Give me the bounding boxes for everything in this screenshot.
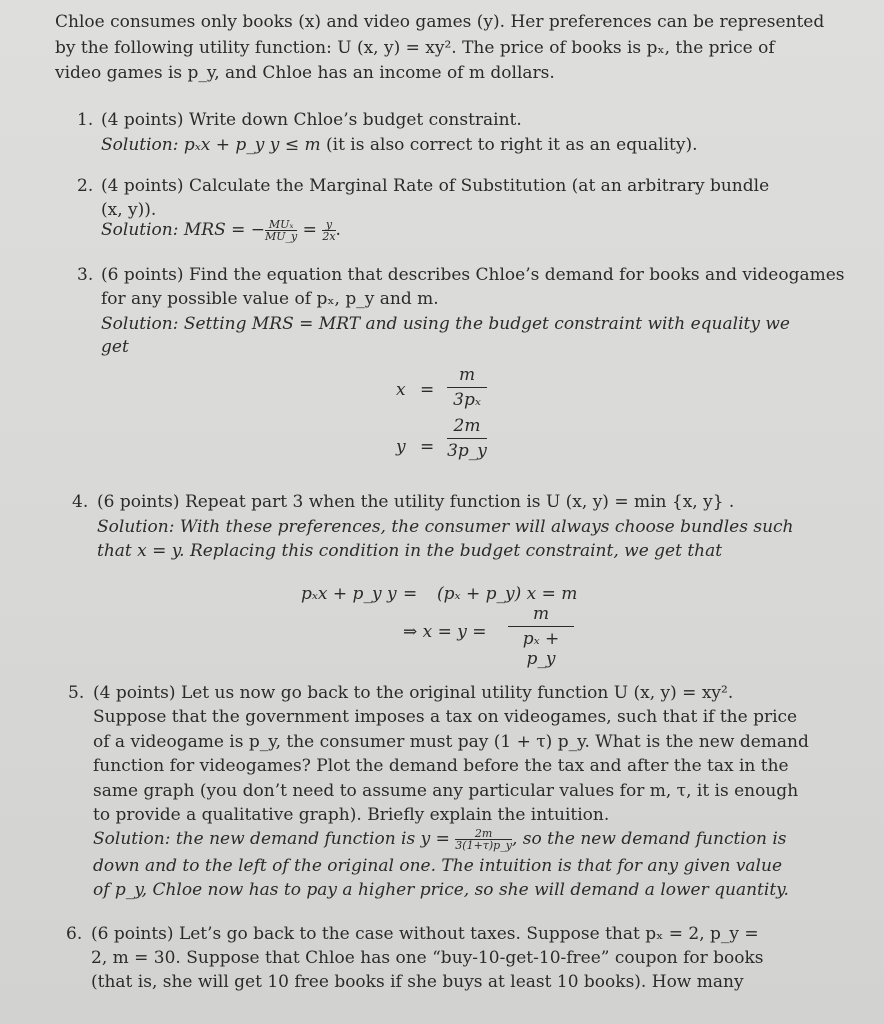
q4-eq1-rhs: (pₓ + p_y) x = m <box>437 584 578 604</box>
q3-x-eq: = <box>420 380 435 400</box>
q2-eq: = <box>302 220 317 240</box>
q5-solution-1 <box>93 827 786 851</box>
q6-number: 6. <box>66 924 83 944</box>
q5-fraction <box>455 828 512 851</box>
q2-text-1: (4 points) Calculate the Marginal Rate of Substitution (at an arbitrary bundle <box>101 176 770 196</box>
q2-number: 2. <box>77 176 94 196</box>
q4-solution-2: that x = y. Replacing this condition in the budget constraint, we get that <box>97 541 723 561</box>
q3-x-num: m <box>458 365 476 385</box>
q5-number: 5. <box>68 683 85 703</box>
q3-number: 3. <box>77 265 94 285</box>
q4-eq1-lhs: pₓx + p_y y <box>301 584 397 604</box>
q4-solution-1: Solution: With these preferences, the consumer will always choose bundles such <box>97 517 794 537</box>
q2-ratio-den: 2x <box>322 230 336 243</box>
q4-eq2-bar <box>508 626 574 627</box>
q2-text-2: (x, y)). <box>101 200 157 220</box>
q1-solution-label: Solution: <box>101 135 179 155</box>
q3-y-fraction <box>447 416 487 461</box>
q4-eq2-arrow: ⇒ x = y = <box>403 622 487 642</box>
q2-mu-num: MUₓ <box>268 218 294 231</box>
q6-text-1: (6 points) Let’s go back to the case without taxes. Suppose that pₓ = 2, p_y = <box>91 924 759 944</box>
q4-eq1-eq: = <box>403 584 418 604</box>
q1-number: 1. <box>77 110 94 130</box>
q3-text-2: for any possible value of pₓ, p_y and m. <box>101 289 439 309</box>
q3-text-1: (6 points) Find the equation that describes Chloe’s demand for books and videogames <box>101 265 845 285</box>
intro-line-2: by the following utility function: U (x, y) = xy². The price of books is pₓ, the price of <box>55 38 775 58</box>
q2-solution <box>101 218 341 242</box>
q1-solution-rest: (it is also correct to right it as an equality). <box>326 135 698 155</box>
q3-solution-2: get <box>101 337 129 357</box>
q2-mu-den: MU_y <box>265 230 298 243</box>
q5-text-6: to provide a qualitative graph). Briefly explain the intuition. <box>93 805 610 825</box>
q4-text: (6 points) Repeat part 3 when the utility function is U (x, y) = min {x, y} . <box>97 492 735 512</box>
q3-x-fraction <box>447 365 487 410</box>
q5-solution-a: Solution: the new demand function is y = <box>93 829 450 849</box>
q1-solution <box>101 133 698 157</box>
q3-x-bar <box>447 387 487 388</box>
q5-frac-den: 3(1+τ)p_y <box>455 839 512 852</box>
q5-solution-2: down and to the left of the original one. The intuition is that for any given value <box>93 856 782 876</box>
q2-mrs: MRS = − <box>183 220 266 240</box>
q4-number: 4. <box>72 492 89 512</box>
q2-ratio-num: y <box>325 218 333 231</box>
q5-solution-b: , so the new demand function is <box>511 829 787 849</box>
q5-text-3: of a videogame is p_y, the consumer must pay (1 + τ) p_y. What is the new demand <box>93 732 809 752</box>
q3-y-eq: = <box>420 437 435 457</box>
q1-solution-math: pₓx + p_y y ≤ m <box>183 135 321 155</box>
q3-solution-1: Solution: Setting MRS = MRT and using the budget constraint with equality we <box>101 314 790 334</box>
q2-ratio-fraction <box>322 219 335 242</box>
q3-x-den: 3pₓ <box>453 390 481 410</box>
q6-text-2: 2, m = 30. Suppose that Chloe has one “buy-10-get-10-free” coupon for books <box>91 948 764 968</box>
intro-line-1: Chloe consumes only books (x) and video games (y). Her preferences can be represented <box>55 12 825 32</box>
q2-dot: . <box>335 220 341 240</box>
intro-line-3: video games is p_y, and Chloe has an income of m dollars. <box>55 63 555 83</box>
q3-y-bar <box>447 438 487 439</box>
q5-text-4: function for videogames? Plot the demand before the tax and after the tax in the <box>93 756 789 776</box>
q5-frac-num: 2m <box>474 827 493 840</box>
q1-text: (4 points) Write down Chloe’s budget constraint. <box>101 110 522 130</box>
q5-text-5: same graph (you don’t need to assume any particular values for m, τ, it is enough <box>93 781 799 801</box>
q3-y-lhs: y <box>396 437 406 457</box>
q3-y-den: 3p_y <box>447 441 487 461</box>
q6-text-3: (that is, she will get 10 free books if she buys at least 10 books). How many <box>91 972 744 992</box>
q5-text-2: Suppose that the government imposes a tax on videogames, such that if the price <box>93 707 798 727</box>
q3-y-num: 2m <box>453 416 481 436</box>
q4-eq2-den: pₓ + p_y <box>522 629 560 669</box>
q5-solution-3: of p_y, Chloe now has to pay a higher price, so she will demand a lower quantity. <box>93 880 789 900</box>
q2-solution-label: Solution: <box>101 220 179 240</box>
q5-text-1: (4 points) Let us now go back to the original utility function U (x, y) = xy². <box>93 683 734 703</box>
q2-mu-fraction <box>265 219 297 242</box>
q4-eq2-fraction <box>508 604 574 669</box>
q3-x-lhs: x <box>396 380 406 400</box>
q4-eq2-num: m <box>532 604 550 624</box>
